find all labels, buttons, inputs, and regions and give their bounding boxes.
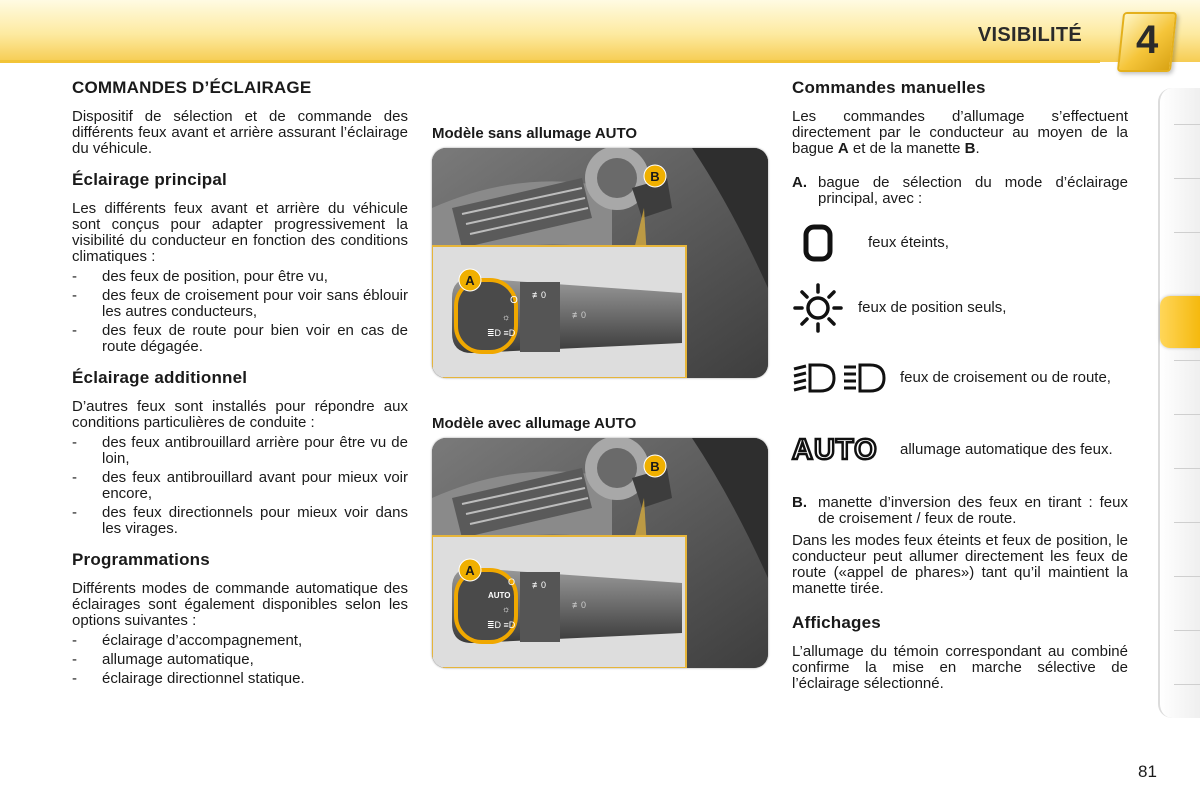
left-column (72, 78, 408, 691)
lights-off-icon (792, 224, 868, 262)
sidebar-tab[interactable] (1174, 684, 1200, 685)
sidebar-tab-active[interactable] (1160, 296, 1200, 348)
stalk-figure-with-auto (432, 438, 768, 668)
svg-text:≣D ≡D: ≣D ≡D (487, 620, 516, 630)
header-band (0, 0, 1200, 62)
programming-text: Différents modes de commande automatique des éclairages sont également disponibles selon les options suivantes : (72, 580, 408, 629)
subsection-title-main-lighting: Éclairage principal (72, 170, 227, 189)
auto-icon (792, 434, 900, 466)
svg-text:≢0: ≢0 (532, 580, 547, 590)
sidebar-tab[interactable] (1174, 232, 1200, 233)
svg-text:≢0: ≢0 (532, 290, 547, 300)
label-a: A (465, 563, 475, 578)
svg-text:☼: ☼ (502, 604, 511, 614)
middle-column (432, 126, 768, 668)
mode-text: feux de position seuls, (858, 299, 1007, 316)
subsection-title-additional-lighting: Éclairage additionnel (72, 368, 248, 387)
mode-row-off (792, 215, 1128, 271)
svg-text:O: O (510, 295, 518, 306)
section-title: COMMANDES D’ÉCLAIRAGE (72, 78, 312, 97)
definition-text: manette d’inversion des feux en tirant : feux de croisement / feux de route. (818, 494, 1128, 527)
list-item: - des feux directionnels pour mieux voir dans les virages. (72, 505, 408, 537)
position-lights-icon (792, 282, 858, 334)
auto-icon-label: AUTO (792, 434, 878, 466)
definition-key: A. (792, 174, 807, 191)
definition-key: B. (792, 494, 807, 511)
mode-text: feux de croisement ou de route, (900, 369, 1111, 386)
main-lighting-text: Les différents feux avant et arrière du véhicule sont conçus pour adapter progressivement la visibilité du conducteur en fonction des conditions climatiques : (72, 200, 408, 265)
additional-lighting-text: D’autres feux sont installés pour répondre aux conditions particulières de conduite : (72, 398, 408, 431)
list-item: - allumage automatique, (72, 652, 408, 668)
mode-row-auto (792, 417, 1128, 483)
stalk-figure-no-auto (432, 148, 768, 378)
flash-paragraph: Dans les modes feux éteints et feux de position, le conducteur peut allumer directement les feux de route («appel de phares») tant qu’il maintient la manette tirée. (792, 532, 1128, 597)
list-item: - des feux antibrouillard avant pour mieux voir encore, (72, 470, 408, 502)
page-number: 81 (1138, 762, 1157, 781)
svg-text:≢0: ≢0 (572, 600, 587, 610)
stalk-illustration (432, 148, 768, 378)
mode-row-position (792, 275, 1128, 341)
sidebar-tab[interactable] (1174, 414, 1200, 415)
list-item: - éclairage directionnel statique. (72, 671, 408, 687)
stalk-illustration (432, 438, 768, 668)
subsection-title-programming: Programmations (72, 550, 210, 569)
sidebar-tab[interactable] (1174, 522, 1200, 523)
list-item: - des feux de position, pour être vu, (72, 269, 408, 285)
list-item: - des feux de route pour bien voir en cas de route dégagée. (72, 323, 408, 355)
label-b: B (650, 459, 660, 474)
list-item: - éclairage d’accompagnement, (72, 633, 408, 649)
list-item: - des feux de croisement pour voir sans éblouir les autres conducteurs, (72, 288, 408, 320)
sidebar-tab[interactable] (1174, 468, 1200, 469)
definition-text: bague de sélection du mode d’éclairage principal, avec : (818, 174, 1128, 207)
display-text: L’allumage du témoin correspondant au combiné confirme la mise en marche sélective de l’éclairage sélectionné. (792, 643, 1128, 692)
sidebar-tab[interactable] (1174, 178, 1200, 179)
figure-caption-with-auto: Modèle avec allumage AUTO (432, 415, 637, 432)
ring-auto-label: AUTO (488, 591, 511, 600)
chapter-title: VISIBILITÉ (977, 24, 1082, 46)
display-title: Affichages (792, 613, 881, 632)
label-a: A (465, 273, 475, 288)
definition-b (792, 495, 1128, 527)
svg-text:☼: ☼ (502, 312, 511, 322)
manual-controls-title: Commandes manuelles (792, 78, 986, 97)
svg-text:≣D ≡D: ≣D ≡D (487, 328, 516, 338)
svg-text:≢0: ≢0 (572, 310, 587, 320)
sidebar-tab[interactable] (1174, 360, 1200, 361)
sidebar-tab[interactable] (1174, 576, 1200, 577)
chapter-badge (1117, 12, 1177, 72)
list-item: - des feux antibrouillard arrière pour être vu de loin, (72, 435, 408, 467)
figure-caption-no-auto: Modèle sans allumage AUTO (432, 125, 638, 142)
additional-lighting-list (72, 435, 408, 537)
mode-text: allumage automatique des feux. (900, 441, 1113, 458)
sidebar-tab[interactable] (1174, 630, 1200, 631)
dipped-headlamp-icon (792, 361, 900, 395)
mode-row-headlamps (792, 347, 1128, 409)
definition-a (792, 175, 1128, 207)
right-column (792, 78, 1128, 696)
chapter-number: 4 (1136, 18, 1159, 62)
intro-paragraph: Dispositif de sélection et de commande des différents feux avant et arrière assurant l’éclairage du véhicule. (72, 108, 408, 157)
mode-text: feux éteints, (868, 234, 949, 251)
programming-list (72, 633, 408, 687)
label-b: B (650, 169, 660, 184)
main-lighting-list (72, 269, 408, 355)
manual-controls-intro: Les commandes d’allumage s’effectuent directement par le conducteur au moyen de la bague A et de la manette B. (792, 108, 1128, 157)
header-rule (0, 60, 1100, 63)
chapter-sidebar (1158, 88, 1200, 718)
sidebar-tab[interactable] (1174, 124, 1200, 125)
svg-text:O: O (508, 577, 516, 587)
